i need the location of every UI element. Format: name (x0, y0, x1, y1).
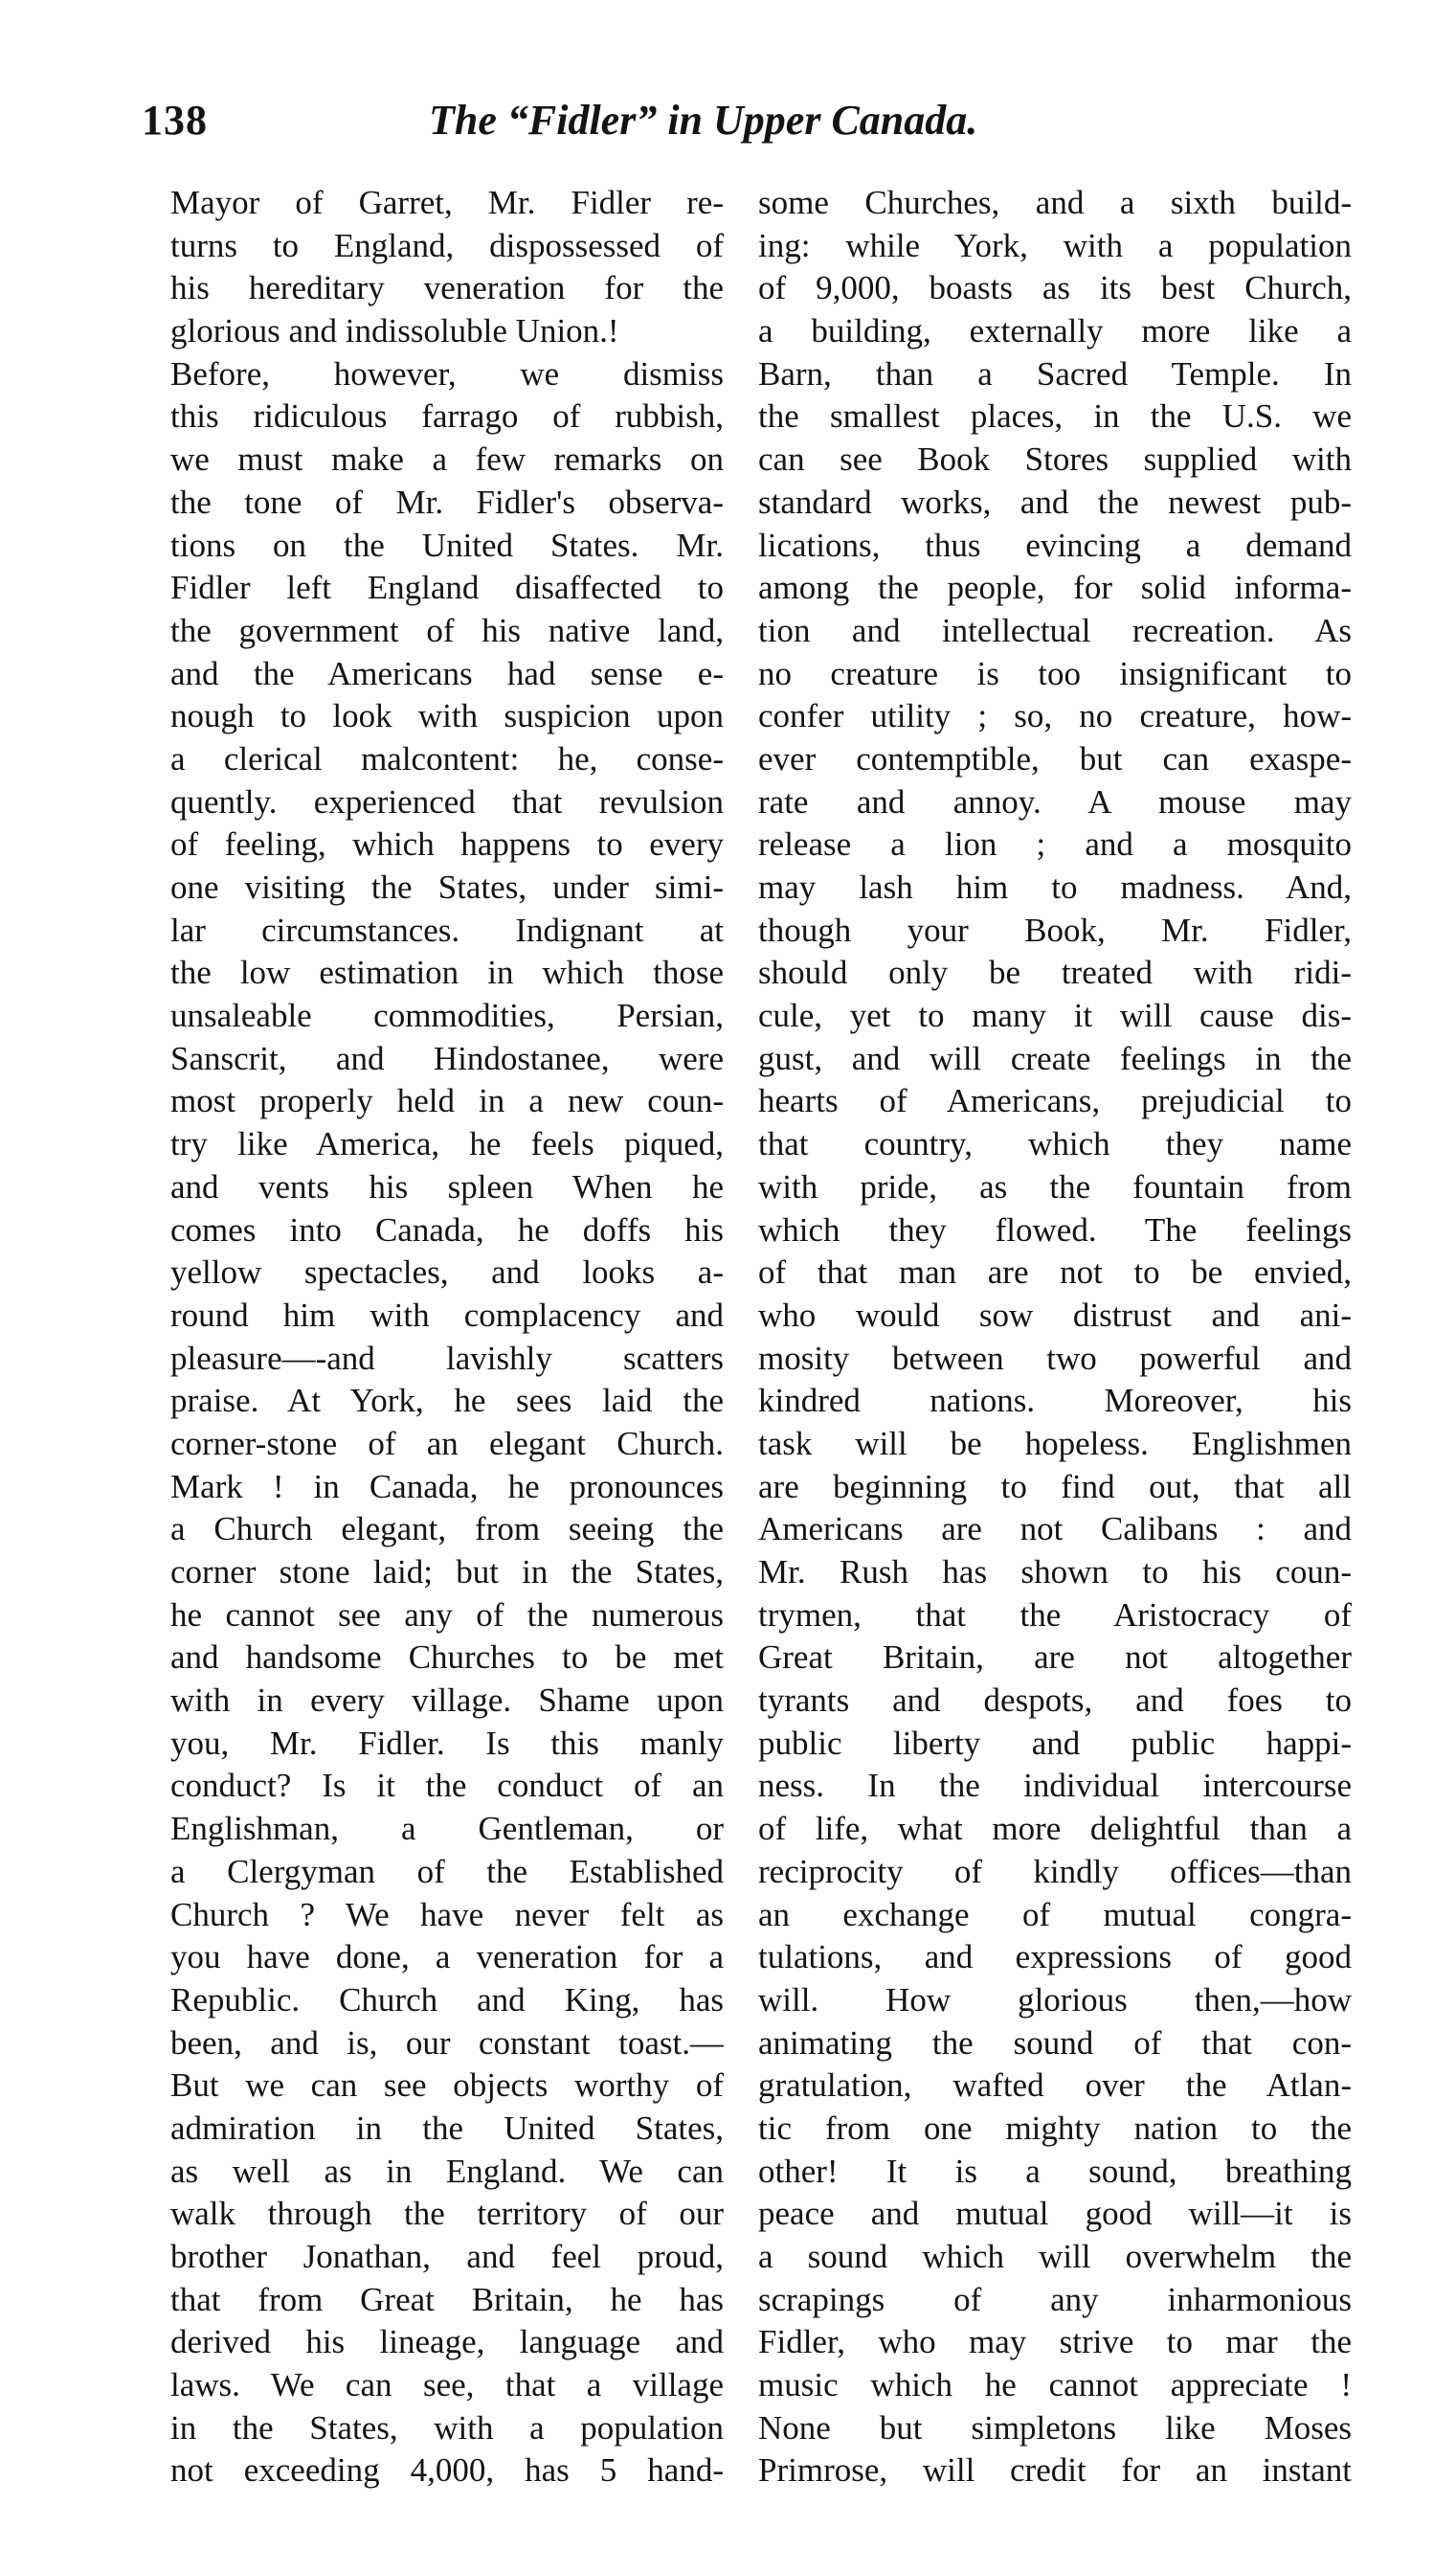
text-line: But we can see objects worthy of (170, 2066, 724, 2105)
text-line: tion and intellectual recreation. As (758, 611, 1352, 649)
text-line: nough to look with suspicion upon (170, 697, 724, 735)
text-line: one visiting the States, under simi- (170, 869, 724, 906)
text-line: Primrose, will credit for an instant (758, 2451, 1352, 2490)
text-line: release a lion ; and a mosquito (758, 825, 1352, 864)
text-line: we must make a few remarks on (170, 440, 724, 479)
text-line: Mr. Rush has shown to his coun- (758, 1553, 1352, 1591)
text-line: other! It is a sound, breathing (758, 2152, 1352, 2190)
text-line: praise. At York, he sees laid the (170, 1382, 724, 1420)
text-line: corner-stone of an elegant Church. (170, 1424, 724, 1462)
text-line: Americans are not Calibans : and (758, 1510, 1352, 1548)
text-line: gust, and will create feelings in the (758, 1039, 1352, 1077)
text-line: lar circumstances. Indignant at (170, 911, 724, 949)
text-line: a sound which will overwhelm the (758, 2238, 1352, 2275)
text-line: Englishman, a Gentleman, or (170, 1810, 724, 1848)
text-line: of feeling, which happens to every (170, 825, 724, 864)
text-line: will. How glorious then,—how (758, 1980, 1352, 2019)
text-line: and the Americans had sense e- (170, 654, 724, 692)
text-line: standard works, and the newest pub- (758, 483, 1352, 521)
text-line: Fidler left England disaffected to (170, 569, 724, 607)
text-line: mosity between two powerful and (758, 1339, 1352, 1377)
text-line: Mayor of Garret, Mr. Fidler re- (170, 184, 724, 221)
text-line: ever contemptible, but can exaspe- (758, 739, 1352, 778)
text-line: corner stone laid; but in the States, (170, 1553, 724, 1591)
text-line: an exchange of mutual congra- (758, 1895, 1352, 1933)
text-line: though your Book, Mr. Fidler, (758, 911, 1352, 949)
text-line: of that man are not to be envied, (758, 1253, 1352, 1292)
text-line: tions on the United States. Mr. (170, 526, 724, 564)
text-line: derived his lineage, language and (170, 2323, 724, 2361)
text-line: that from Great Britain, he has (170, 2280, 724, 2318)
text-line: conduct? Is it the conduct of an (170, 1767, 724, 1805)
text-line: unsaleable commodities, Persian, (170, 997, 724, 1035)
text-line: None but simpletons like Moses (758, 2408, 1352, 2447)
text-line: who would sow distrust and ani- (758, 1296, 1352, 1334)
text-line: Fidler, who may strive to mar the (758, 2323, 1352, 2361)
page-number: 138 (142, 97, 208, 144)
text-line: confer utility ; so, no creature, how- (758, 697, 1352, 735)
text-line: tulations, and expressions of good (758, 1938, 1352, 1976)
text-line: animating the sound of that con- (758, 2023, 1352, 2062)
text-line: which they flowed. The feelings (758, 1210, 1352, 1249)
text-line: kindred nations. Moreover, his (758, 1382, 1352, 1420)
text-line: with pride, as the fountain from (758, 1167, 1352, 1206)
text-line: Great Britain, are not altogether (758, 1638, 1352, 1677)
text-line: of life, what more delightful than a (758, 1810, 1352, 1848)
text-line: can see Book Stores supplied with (758, 440, 1352, 479)
text-line: Barn, than a Sacred Temple. In (758, 354, 1352, 393)
text-line: and vents his spleen When he (170, 1167, 724, 1206)
text-line: the tone of Mr. Fidler's observa- (170, 483, 724, 521)
text-line: pleasure—-and lavishly scatters (170, 1339, 724, 1377)
text-line: among the people, for solid informa- (758, 569, 1352, 607)
text-line: music which he cannot appreciate ! (758, 2366, 1352, 2404)
text-line: this ridiculous farrago of rubbish, (170, 397, 724, 436)
text-line: Republic. Church and King, has (170, 1980, 724, 2019)
text-line: a Clergyman of the Established (170, 1852, 724, 1890)
text-column-right (758, 182, 1352, 2493)
text-line: most properly held in a new coun- (170, 1082, 724, 1120)
text-line: Sanscrit, and Hindostanee, were (170, 1039, 724, 1077)
text-line: his hereditary veneration for the (170, 269, 724, 307)
text-line: trymen, that the Aristocracy of (758, 1595, 1352, 1634)
text-line: comes into Canada, he doffs his (170, 1210, 724, 1249)
text-line: been, and is, our constant toast.— (170, 2023, 724, 2062)
text-line: tic from one mighty nation to the (758, 2109, 1352, 2147)
text-line: that country, which they name (758, 1125, 1352, 1163)
text-line: scrapings of any inharmonious (758, 2280, 1352, 2318)
text-line: and handsome Churches to be met (170, 1638, 724, 1677)
text-line: ness. In the individual intercourse (758, 1767, 1352, 1805)
text-line: may lash him to madness. And, (758, 869, 1352, 906)
text-line: are beginning to find out, that all (758, 1467, 1352, 1505)
text-line: reciprocity of kindly offices—than (758, 1852, 1352, 1890)
text-line: in the States, with a population (170, 2408, 724, 2447)
text-line: should only be treated with ridi- (758, 954, 1352, 992)
text-line: yellow spectacles, and looks a- (170, 1253, 724, 1292)
text-line: some Churches, and a sixth build- (758, 184, 1352, 221)
text-line: tyrants and despots, and foes to (758, 1681, 1352, 1720)
running-title: The “Fidler” in Upper Canada. (429, 97, 978, 144)
text-line: rate and annoy. A mouse may (758, 782, 1352, 821)
text-line: a Church elegant, from seeing the (170, 1510, 724, 1548)
text-line: brother Jonathan, and feel proud, (170, 2238, 724, 2275)
text-line: quently. experienced that revulsion (170, 782, 724, 821)
text-line: Before, however, we dismiss (170, 354, 724, 393)
text-line: task will be hopeless. Englishmen (758, 1424, 1352, 1462)
text-line: round him with complacency and (170, 1296, 724, 1334)
text-line: laws. We can see, that a village (170, 2366, 724, 2404)
text-line: try like America, he feels piqued, (170, 1125, 724, 1163)
text-line: a building, externally more like a (758, 312, 1352, 350)
text-line: turns to England, dispossessed of (170, 226, 724, 264)
text-line: Church ? We have never felt as (170, 1895, 724, 1933)
text-line: the low estimation in which those (170, 954, 724, 992)
text-line: not exceeding 4,000, has 5 hand- (170, 2451, 724, 2490)
text-line: hearts of Americans, prejudicial to (758, 1082, 1352, 1120)
text-line: as well as in England. We can (170, 2152, 724, 2190)
text-line: a clerical malcontent: he, conse- (170, 739, 724, 778)
text-column-left (170, 182, 724, 2493)
text-line: peace and mutual good will—it is (758, 2195, 1352, 2233)
text-line: of 9,000, boasts as its best Church, (758, 269, 1352, 307)
text-line: the government of his native land, (170, 611, 724, 649)
text-line: you have done, a veneration for a (170, 1938, 724, 1976)
text-line: Mark ! in Canada, he pronounces (170, 1467, 724, 1505)
text-line: lications, thus evincing a demand (758, 526, 1352, 564)
text-line: the smallest places, in the U.S. we (758, 397, 1352, 436)
text-line: with in every village. Shame upon (170, 1681, 724, 1720)
text-line: cule, yet to many it will cause dis- (758, 997, 1352, 1035)
text-line: gratulation, wafted over the Atlan- (758, 2066, 1352, 2105)
text-line: admiration in the United States, (170, 2109, 724, 2147)
text-line: glorious and indissoluble Union.! (170, 312, 619, 350)
text-line: walk through the territory of our (170, 2195, 724, 2233)
text-line: you, Mr. Fidler. Is this manly (170, 1724, 724, 1762)
text-line: ing: while York, with a population (758, 226, 1352, 264)
text-line: he cannot see any of the numerous (170, 1595, 724, 1634)
text-line: public liberty and public happi- (758, 1724, 1352, 1762)
text-line: no creature is too insignificant to (758, 654, 1352, 692)
running-head (142, 96, 1359, 153)
